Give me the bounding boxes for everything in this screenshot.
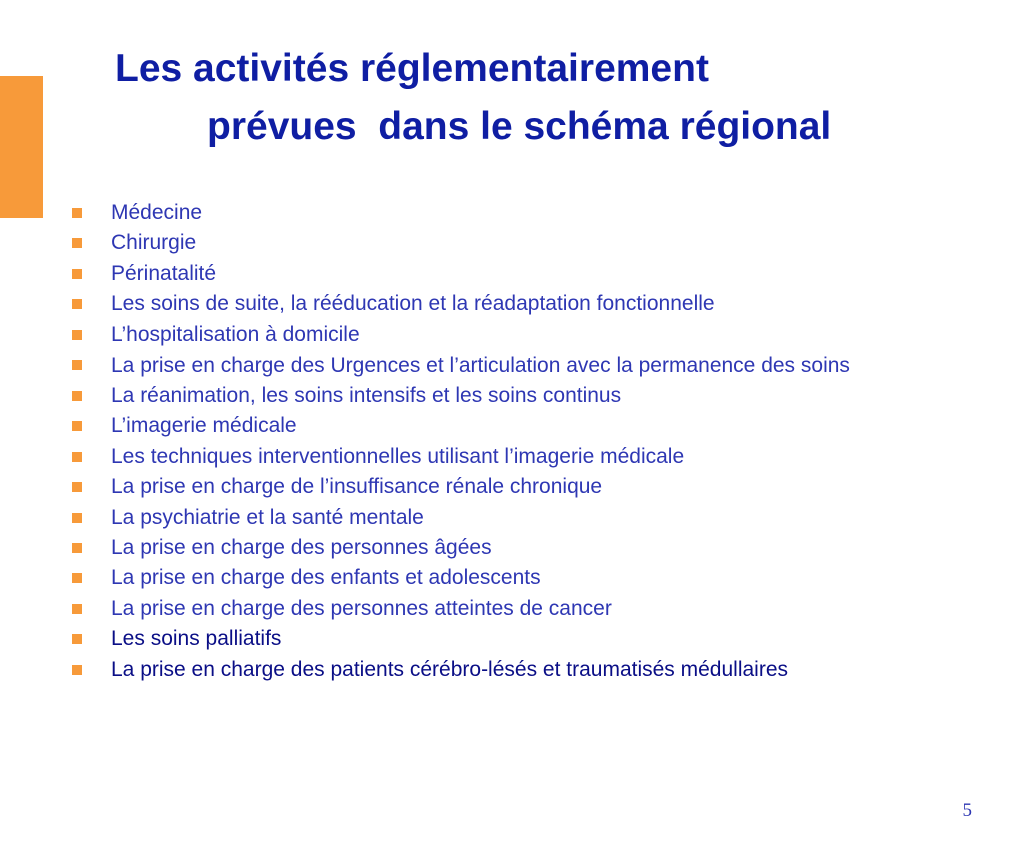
activity-list [72,198,972,685]
list-item-label: La psychiatrie et la santé mentale [111,505,424,529]
list-item [72,411,972,441]
square-bullet-icon [72,452,82,462]
list-item-label: L’imagerie médicale [111,414,297,438]
list-item [72,563,972,593]
list-item [72,320,972,350]
list-item [72,198,972,228]
slide-title [0,40,1024,156]
square-bullet-icon [72,238,82,248]
list-item-label: La prise en charge des enfants et adolescents [111,566,541,590]
list-item [72,289,972,319]
list-item-label: La prise en charge de l’insuffisance rénale chronique [111,475,603,499]
square-bullet-icon [72,208,82,218]
list-item-label: Les techniques interventionnelles utilisant l’imagerie médicale [111,444,685,468]
list-item-label: Chirurgie [111,231,197,255]
list-item-label: La réanimation, les soins intensifs et les soins continus [111,384,622,408]
square-bullet-icon [72,421,82,431]
square-bullet-icon [72,330,82,340]
list-item-label: Médecine [111,201,203,224]
list-item [72,259,972,289]
list-item [72,655,972,685]
list-item [72,472,972,502]
square-bullet-icon [72,513,82,523]
square-bullet-icon [72,482,82,492]
square-bullet-icon [72,391,82,401]
list-item-label: L’hospitalisation à domicile [111,322,360,346]
square-bullet-icon [72,360,82,370]
square-bullet-icon [72,269,82,279]
list-item [72,503,972,533]
list-item-label: La prise en charge des personnes atteintes de cancer [111,596,612,620]
square-bullet-icon [72,573,82,583]
list-item [72,381,972,411]
page-number: 5 [962,800,972,821]
list-item-label: Périnatalité [111,261,217,285]
square-bullet-icon [72,543,82,553]
list-item-label: Les soins palliatifs [111,627,282,651]
title-line-1: Les activités réglementairement [115,47,709,90]
list-item-label: La prise en charge des Urgences et l’articulation avec la permanence des soins [111,354,850,378]
list-item-label: La prise en charge des patients cérébro-lésés et traumatisés médullaires [111,657,789,681]
list-item-label: La prise en charge des personnes âgées [111,536,492,560]
square-bullet-icon [72,634,82,644]
square-bullet-icon [72,604,82,614]
list-item [72,350,972,381]
list-item [72,533,972,563]
square-bullet-icon [72,665,82,675]
list-item [72,594,972,624]
list-item [72,442,972,472]
list-item [72,624,972,654]
square-bullet-icon [72,299,82,309]
title-line-2: prévues dans le schéma régional [207,105,832,148]
list-item-label: Les soins de suite, la rééducation et la réadaptation fonctionnelle [111,292,715,316]
list-item [72,228,972,258]
